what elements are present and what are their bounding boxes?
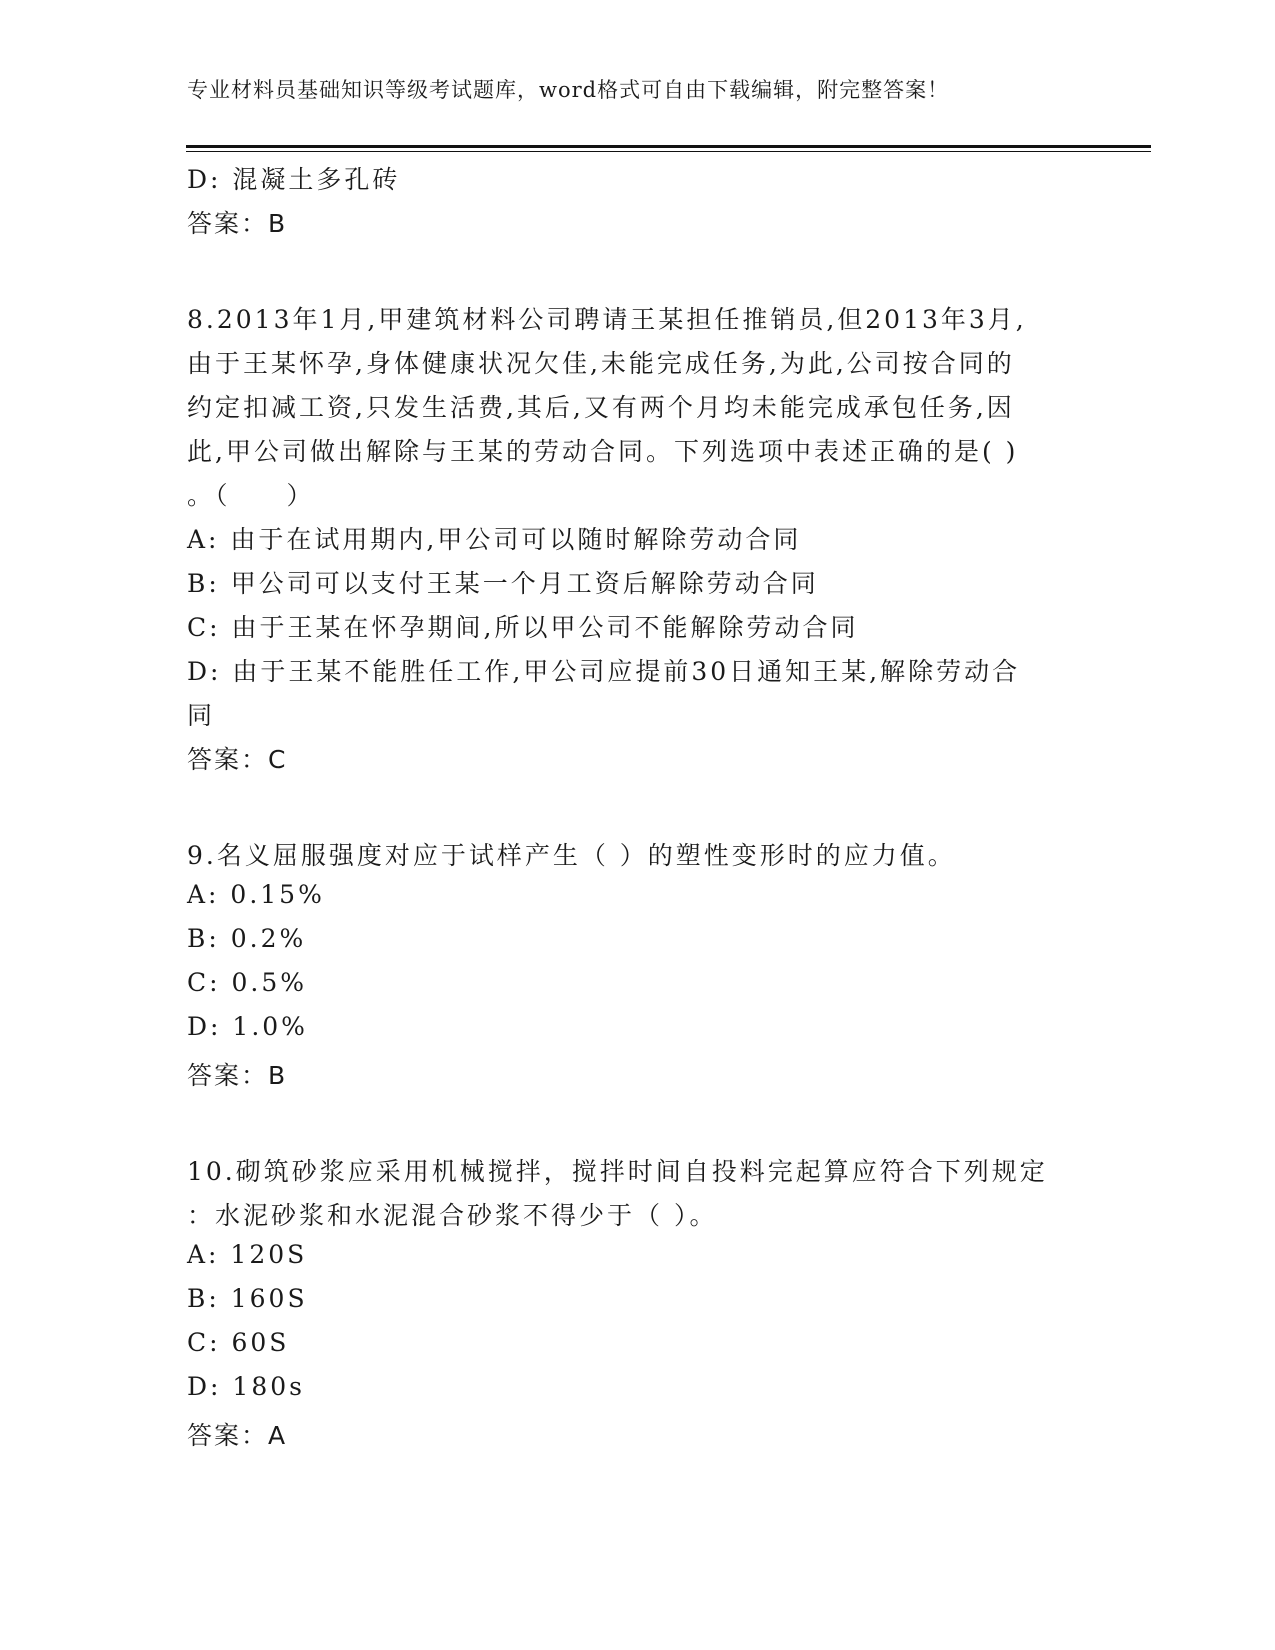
- q9-answer: 答案：B: [187, 1061, 288, 1090]
- q8-option-a: A: 由于在试用期内,甲公司可以随时解除劳动合同: [187, 525, 802, 554]
- header-rule-thick: [186, 145, 1151, 148]
- header-rule-thin: [186, 151, 1151, 152]
- q8-stem-3: 约定扣减工资,只发生活费,其后,又有两个月均未能完成承包任务,因: [187, 393, 1015, 422]
- q10-answer: 答案：A: [187, 1421, 288, 1450]
- q8-option-c: C: 由于王某在怀孕期间,所以甲公司不能解除劳动合同: [187, 613, 859, 642]
- q10-option-a: A: 120S: [187, 1240, 308, 1269]
- q8-stem-4: 此,甲公司做出解除与王某的劳动合同。下列选项中表述正确的是( ): [187, 437, 1019, 466]
- q9-stem: 9.名义屈服强度对应于试样产生（ ）的塑性变形时的应力值。: [187, 841, 956, 870]
- q10-option-d: D: 180s: [187, 1372, 305, 1401]
- q8-stem-2: 由于王某怀孕,身体健康状况欠佳,未能完成任务,为此,公司按合同的: [187, 349, 1015, 378]
- page-header: 专业材料员基础知识等级考试题库，word格式可自由下载编辑，附完整答案！: [187, 78, 950, 102]
- q8-answer: 答案：C: [187, 745, 288, 774]
- q8-stem-5: 。（ ）: [187, 481, 315, 510]
- q10-option-b: B: 160S: [187, 1284, 308, 1313]
- q9-option-b: B: 0.2%: [187, 924, 307, 953]
- q8-option-d-1: D: 由于王某不能胜任工作,甲公司应提前30日通知王某,解除劳动合: [187, 657, 1021, 686]
- q10-option-c: C: 60S: [187, 1328, 290, 1357]
- q9-option-c: C: 0.5%: [187, 968, 308, 997]
- q9-option-d: D: 1.0%: [187, 1012, 308, 1041]
- q8-option-b: B: 甲公司可以支付王某一个月工资后解除劳动合同: [187, 569, 819, 598]
- q7-answer: 答案：B: [187, 209, 288, 238]
- q10-stem-2: ：水泥砂浆和水泥混合砂浆不得少于（ ）。: [187, 1201, 718, 1230]
- q7-option-d: D: 混凝土多孔砖: [187, 165, 401, 194]
- q9-option-a: A: 0.15%: [187, 880, 325, 909]
- q8-option-d-2: 同: [187, 701, 216, 730]
- q10-stem-1: 10.砌筑砂浆应采用机械搅拌，搅拌时间自投料完起算应符合下列规定: [187, 1157, 1048, 1186]
- q8-stem-1: 8.2013年1月,甲建筑材料公司聘请王某担任推销员,但2013年3月,: [187, 305, 1027, 334]
